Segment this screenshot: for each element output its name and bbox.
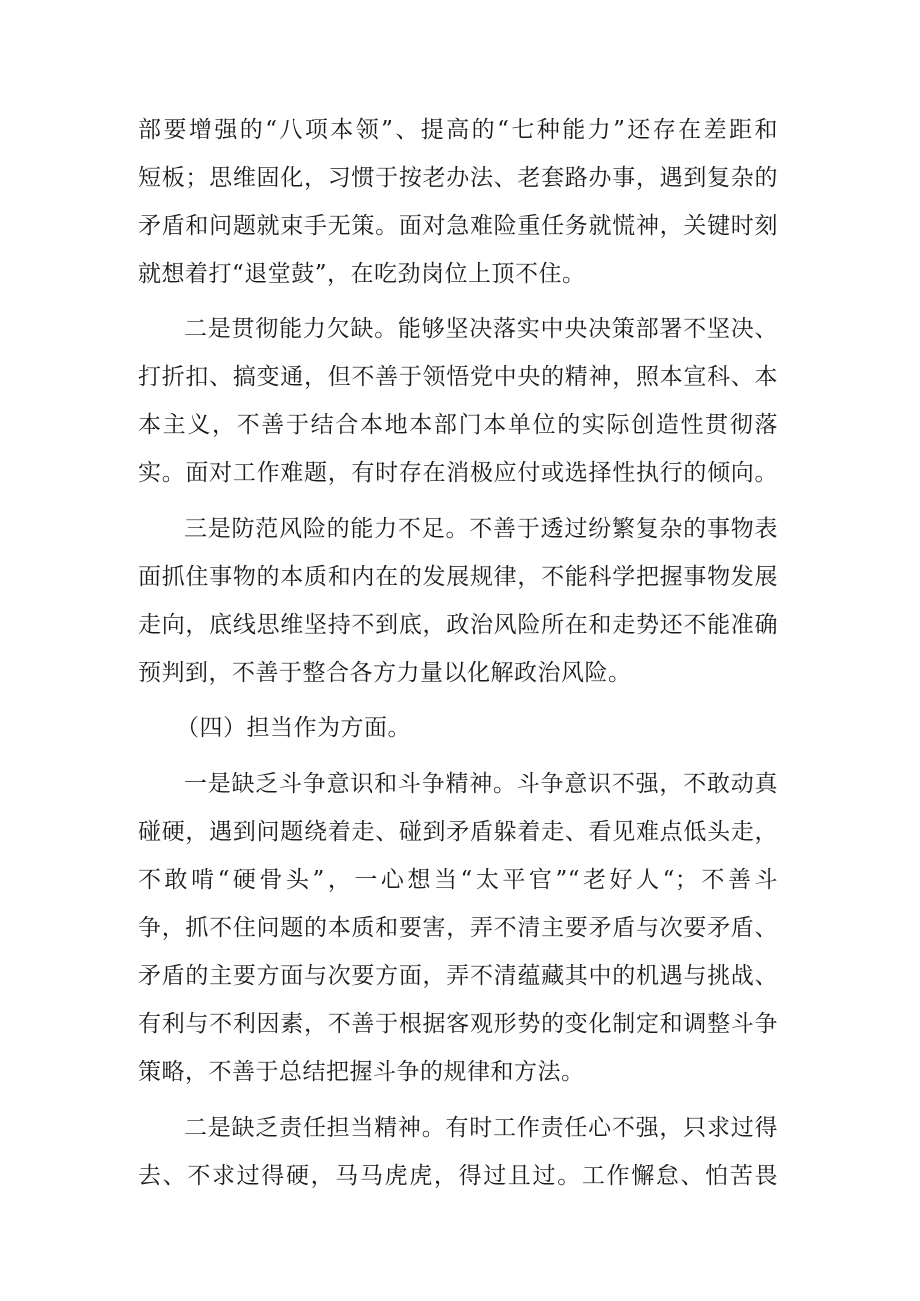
- text-line: 不敢啃“硬骨头”，一心想当“太平官”“老好人“；不善斗: [138, 867, 778, 893]
- paragraph-start-line: 二是缺乏责任担当精神。有时工作责任心不强，只求过得: [184, 1115, 778, 1141]
- text-line: 实。面对工作难题，有时存在消极应付或选择性执行的倾向。: [138, 460, 778, 486]
- text-line: 部要增强的“八项本领”、提高的“七种能力”还存在差距和: [138, 117, 778, 143]
- text-line: 争，抓不住问题的本质和要害，弄不清主要矛盾与次要矛盾、: [138, 915, 778, 941]
- text-line: 矛盾的主要方面与次要方面，弄不清蕴藏其中的机遇与挑战、: [138, 963, 778, 989]
- text-line: 就想着打“退堂鼓”，在吃劲岗位上顶不住。: [138, 261, 586, 287]
- text-line: 碰硬，遇到问题绕着走、碰到矛盾躲着走、看见难点低头走，: [138, 819, 778, 845]
- text-line: 本主义，不善于结合本地本部门本单位的实际创造性贯彻落: [138, 412, 778, 438]
- text-line: 矛盾和问题就束手无策。面对急难险重任务就慌神，关键时刻: [138, 213, 778, 239]
- paragraph-start-line: 二是贯彻能力欠缺。能够坚决落实中央决策部署不坚决、: [184, 316, 778, 342]
- text-line: 预判到，不善于整合各方力量以化解政治风险。: [138, 660, 632, 686]
- paragraph-start-line: 三是防范风险的能力不足。不善于透过纷繁复杂的事物表: [184, 516, 778, 542]
- text-line: 短板；思维固化，习惯于按老办法、老套路办事，遇到复杂的: [138, 165, 778, 191]
- text-line: 有利与不利因素，不善于根据客观形势的变化制定和调整斗争: [138, 1011, 778, 1037]
- section-heading: （四）担当作为方面。: [176, 715, 411, 741]
- text-line: 策略，不善于总结把握斗争的规律和方法。: [138, 1059, 585, 1085]
- text-line: 打折扣、搞变通，但不善于领悟党中央的精神，照本宣科、本: [138, 364, 778, 390]
- text-line: 走向，底线思维坚持不到底，政治风险所在和走势还不能准确: [138, 612, 778, 638]
- paragraph-start-line: 一是缺乏斗争意识和斗争精神。斗争意识不强，不敢动真: [184, 771, 778, 797]
- text-line: 去、不求过得硬，马马虎虎，得过且过。工作懈怠、怕苦畏: [138, 1163, 778, 1189]
- text-line: 面抓住事物的本质和内在的发展规律，不能科学把握事物发展: [138, 564, 778, 590]
